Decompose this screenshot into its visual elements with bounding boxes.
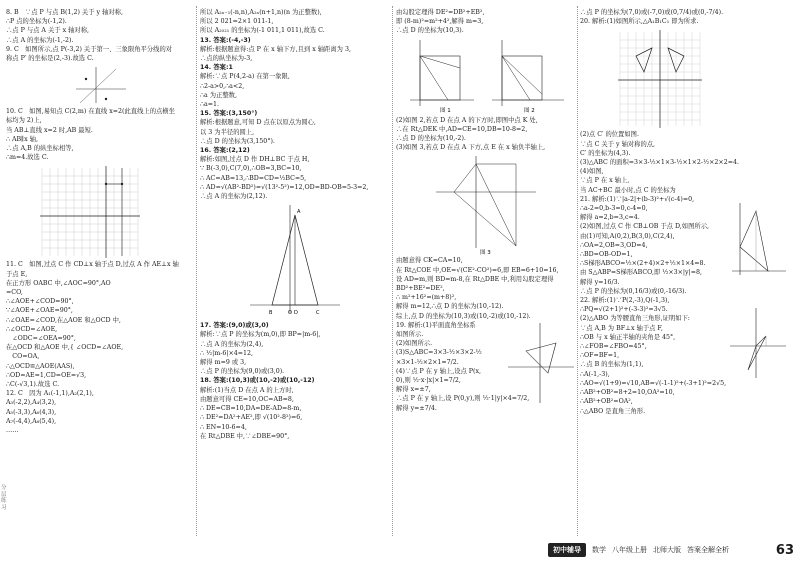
text-line: ∴点 P 的坐标为(9,0)或(3,0). <box>200 368 285 376</box>
text-line: 在 Rt△COE 中,OE=√(CE²-CO²)=6,即 EB=6+10=16, <box>396 266 559 274</box>
text-line: (3)△ABC 的面积=3×3-½×1×3-½×1×2-½×2×2=4. <box>580 159 739 167</box>
svg-text:B: B <box>269 310 273 317</box>
text-line: 所以 2 021=2×1 011-1, <box>200 18 274 26</box>
figure-caption: 图 3 <box>480 250 491 257</box>
column-divider <box>196 6 197 536</box>
text-line: ∴ AD=√(AB²-BD²)=√(13²-5²)=12,OD=BD-OB=5-3=2, <box>200 183 369 191</box>
text-line: A₅(-3,3),A₆(4,3), <box>6 408 57 416</box>
text-line: 解得 m=9 或 3, <box>200 359 247 367</box>
text-line: ∴ m²+16²=(m+8)², <box>396 294 457 302</box>
column-1 <box>6 8 192 536</box>
text-line: (2)如图 2,若点 D 在点 A 的下方时,即图中点 K 处, <box>396 116 538 124</box>
text-line: ∵点 P 在 x 轴上, <box>580 177 630 185</box>
text-line: ∴PQ=√(2+1)²+(-3-3)²=3√5. <box>580 306 668 314</box>
column-2 <box>200 8 390 536</box>
text-line: ∴OB 与 x 轴正半轴的夹角是 45°, <box>580 333 676 341</box>
text-line: (2)如图,过点 C 作 CB⊥OB 于点 D,如图所示, <box>580 223 709 231</box>
text-line: =CO, <box>6 289 23 297</box>
figure-q21 <box>726 201 790 277</box>
text-line: 13. 答案:(-4,-3) <box>200 36 251 44</box>
answer-block-18-cases <box>396 116 576 153</box>
text-line: …… <box>6 427 19 435</box>
figure-caption: 图 2 <box>524 107 535 114</box>
text-line: (2)点 C′ 的位置如图. <box>580 131 639 139</box>
figure-caption: 图 1 <box>440 107 451 114</box>
text-line: 解析:根据题意得:点 P 在 x 轴下方,且到 x 轴距离为 3, <box>200 45 351 53</box>
text-line: 18. 答案:(10,3)或(10,-2)或(10,-12) <box>200 377 315 385</box>
text-line: ∴C(-√3,1).故选 C. <box>6 381 60 389</box>
text-line: ∴点的纵坐标为-3, <box>200 55 253 63</box>
answer-block-19-20 <box>580 8 792 26</box>
text-line: (3)如图 3,若点 D 在点 A 下方,点 E 在 x 轴负半轴上, <box>396 144 546 152</box>
text-line: ∴BD=OB-OD=1, <box>580 251 633 259</box>
text-line: 由勾股定理得 DE²=DB²+EB², <box>396 9 485 16</box>
text-line: ∴点 P 与点 A 关于 x 轴对称, <box>6 27 90 35</box>
text-line: 19. 解析:(1)平面直角坐标系 <box>396 321 476 329</box>
column-4 <box>580 8 792 536</box>
text-line: ∴ AB∥x 轴, <box>6 135 38 143</box>
text-line: ∴a-2=0,b-3=0,c-4=0, <box>580 205 648 213</box>
footer-tag: 答案全解全析 <box>687 546 729 554</box>
text-line: ∵∠AOE+∠OAE=90°, <box>6 307 73 315</box>
text-line: ∵ B(-3,0),C(7,0),∴OB=3,BC=10, <box>200 165 302 173</box>
text-line: 14. 答案:1 <box>200 64 233 72</box>
text-line: 解得 y=16/3. <box>580 278 620 286</box>
column-3 <box>396 8 576 536</box>
text-line: ∴△ABO 是直角三角形. <box>580 407 646 415</box>
text-line: 当 AC+BC 最小时,点 C 的坐标为 <box>580 186 676 194</box>
text-line: ∴点 D 的坐标为(10,-2). <box>396 135 466 143</box>
text-line: 16. 答案:(2,12) <box>200 147 250 155</box>
text-line: (3)S△ABC=3×3-½×3×2-½ <box>396 349 482 357</box>
text-line: ∴ AC=AB=13,∴BD=CD=½BC=5, <box>200 174 307 182</box>
text-line: 标均为 2)上, <box>6 117 42 125</box>
text-line: 21. 解析:(1)∵|a-2|+(b-3)²+√(c-4)=0, <box>580 195 695 203</box>
text-line: ∴点 B 的坐标为(1,1), <box>580 361 644 369</box>
text-line: 解析:如图,过点 D 作 DH⊥BC 于点 H, <box>200 156 310 164</box>
answer-block-20-22 <box>580 130 792 415</box>
text-line: A₇(-4,4),A₈(5,4), <box>6 417 57 425</box>
answer-block-11-12 <box>6 260 192 435</box>
text-line: ∴OA=2,OB=3,OD=4, <box>580 241 648 249</box>
text-line: 于点 E, <box>6 270 28 278</box>
text-line: 在 Rt△DBE 中,∵∠DBE=90°, <box>200 432 290 440</box>
text-line: ∴AO=√(1+9)=√10,AB=√(-1-1)²+(-3+1)²=2√5, <box>580 379 727 387</box>
brand-logo: 初中辅导 <box>548 543 586 557</box>
answer-block-8-9 <box>6 8 192 63</box>
text-line: 解析:根据题意,可知 D 点在以原点为圆心, <box>200 119 316 127</box>
answer-block-18-cont <box>396 8 576 36</box>
footer-edition: 北师大版 <box>653 546 681 554</box>
text-line: ∴ DE²=DA²+AE²,即 √(10²-8²)=6, <box>200 414 303 422</box>
text-line: 以 3 为半径的圆上, <box>200 128 255 136</box>
text-line: ∴点 D 的坐标为(3,150°). <box>200 137 275 145</box>
text-line: ∴∠FOB=∠FBO=45°, <box>580 343 647 351</box>
text-line: ∴∠OAE=∠COD,在△AOE 和△OCD 中, <box>6 316 121 324</box>
text-line: ∴P 点的坐标为(-1,2). <box>6 18 67 26</box>
text-line: ∴点 D 的坐标为(10,3). <box>396 27 464 35</box>
page-footer <box>548 542 794 558</box>
text-line: ∴点 P 在 y 轴上,设 P(0,y),则 ½·1|y|×4=7/2, <box>396 395 530 403</box>
text-line: ∴点 A,B 的纵坐标相等, <box>6 145 74 153</box>
figure-q22 <box>726 306 790 380</box>
figure-q18-3 <box>396 152 576 256</box>
text-line: ∴ ½|m-6|×4=12, <box>200 349 254 357</box>
text-line: ∴△OCD≌△AOE(AAS), <box>6 362 75 370</box>
text-line: ∴2-a>0,∴a<2, <box>200 82 245 90</box>
text-line: ∴AB²+OB²=8+2=10,OA²=10, <box>580 389 675 397</box>
text-line: ∴OF=BF=1, <box>580 352 620 360</box>
text-line: ∴在 Rt△DEK 中,AD=CE=10,DB=10-8=2, <box>396 125 528 133</box>
page-number: 63 <box>775 542 794 558</box>
answer-block-10 <box>6 107 192 162</box>
text-line: 解析:(1)当点 D 在点 A 的上方时, <box>200 386 294 394</box>
text-line: ∴点 A 的坐标为(2,12). <box>200 193 268 201</box>
text-line: BD²+BE²=DE², <box>396 285 445 293</box>
text-line: 0),则 ½·x·|x|×1=7/2, <box>396 377 461 385</box>
text-line: ∠ODC=∠OEA=90°, <box>6 335 76 343</box>
answer-block-17-18 <box>200 321 390 441</box>
figure-q9 <box>6 63 192 107</box>
text-line: ∴A(-1,-3), <box>580 370 610 378</box>
text-line: ∴OD=AE=1,CD=OE=√3, <box>6 371 87 379</box>
text-line: 如图所示. <box>396 331 424 339</box>
text-line: 解得 m=12,∴点 D 的坐标为(10,-12). <box>396 303 504 311</box>
column-divider <box>577 6 578 536</box>
side-label: 分层练习 <box>1 485 7 511</box>
text-line: 在△OCD 和△AOE 中,{ ∠OCD=∠AOE, <box>6 344 124 352</box>
text-line: 解析:∵点 P(4,2-a) 在第一象限, <box>200 73 290 81</box>
text-line: ∴a 为正整数, <box>200 91 237 99</box>
text-line: 设 AD=m,则 BD=m-8,在 Rt△DBE 中,利用勾股定理得 <box>396 275 554 283</box>
text-line: ∴ EN=10-6=4, <box>200 423 247 431</box>
text-line: (2)如图所示. <box>396 340 433 348</box>
text-line: ∴ DE=CB=10,DA=DE-AD=8-m, <box>200 405 302 413</box>
answer-19 <box>396 321 576 413</box>
text-line: ∴点 A 的坐标为(2,4), <box>200 340 264 348</box>
footer-grade: 八年级上册 <box>612 546 647 554</box>
text-line: 解得 x=±7, <box>396 386 431 394</box>
text-line: ∵点 A,B 为 BF⊥x 轴于点 F, <box>580 324 663 332</box>
svg-text:A: A <box>297 209 301 216</box>
figure-q16-triangle <box>200 201 390 321</box>
text-line: 20. 解析:(1)如图所示,△A₁B₁C₁ 即为所求. <box>580 18 699 26</box>
text-line: (2)△ABO 为等腰直角三角形,证明如下: <box>580 315 690 323</box>
text-line: C′ 的坐标为(4,3). <box>580 149 631 157</box>
text-line: 8. B ∵点 P 与点 B(1,2) 关于 y 轴对称, <box>6 9 123 16</box>
text-line: CO=OA, <box>6 353 40 361</box>
text-line: 11. C 如图,过点 C 作 CD⊥x 轴于点 D,过点 A 作 AE⊥x 轴 <box>6 261 179 269</box>
text-line: ×3×1-½×2×1=7/2. <box>396 358 459 366</box>
text-line: 15. 答案:(3,150°) <box>200 110 258 118</box>
text-line: ∴S梯形ABCO=½×(2+4)×2+½×1×4=8. <box>580 260 706 268</box>
text-line: 解得 a=2,b=3,c=4. <box>580 214 640 222</box>
answer-22 <box>580 296 792 416</box>
text-line: ∴点 A 的坐标为(-1,-2). <box>6 36 74 44</box>
column-divider <box>392 6 393 536</box>
text-line: 综上,点 D 的坐标为(10,3)或(10,-2)或(10,-12). <box>396 312 531 320</box>
text-line: 所以 A₂ₙ₋₁(-n,n),A₂ₙ(n+1,n)(n 为正整数), <box>200 9 322 16</box>
text-line: (4)如图, <box>580 168 604 176</box>
text-line: ∴点 P 的坐标为(0,16/3)或(0,-16/3). <box>580 287 687 295</box>
text-line: 当 AB⊥直线 x=2 时,AB 最短. <box>6 126 93 134</box>
text-line: 9. C 如图所示,点 P(-3,2) 关于第一、三象限角平分线的对 <box>6 45 173 53</box>
text-line: ∴∠OCD=∠AOE, <box>6 325 58 333</box>
text-line: 由(1)可知,A(0,2),B(3,0),C(2,4), <box>580 232 675 240</box>
answer-21 <box>580 195 792 296</box>
text-line: ∵点 C 关于 y 轴对称的点, <box>580 140 656 148</box>
text-line: ∴AB²+OB²=OA², <box>580 398 633 406</box>
text-line: 在正方形 OABC 中,∠AOC=90°,AO <box>6 279 111 287</box>
text-line: 由题意可得 CE=10,OC=AB=8, <box>200 395 294 403</box>
text-line: 由 S△ABP=S梯形ABCO,即 ½×3×|y|=8, <box>580 269 702 277</box>
figure-q10-grid <box>6 162 192 260</box>
text-line: 即 (8-m)²=m²+4²,解得 m=3, <box>396 18 484 26</box>
answer-block-18-19 <box>396 256 576 412</box>
text-line: ∴点 P 的坐标为(7,0)或(-7,0)或(0,7/4)或(0,-7/4). <box>580 9 724 16</box>
figure-q19 <box>504 321 576 405</box>
text-line: ∴∠AOE+∠COD=90°, <box>6 298 74 306</box>
answer-block-12-16 <box>200 8 390 201</box>
text-line: A₃(-2,2),A₄(3,2), <box>6 399 57 407</box>
text-line: 所以 A₂₀₂₁ 的坐标为(-1 011,1 011),故选 C. <box>200 27 325 35</box>
text-line: 解得 y=±7/4. <box>396 404 437 412</box>
figure-q20-grid <box>580 26 792 130</box>
text-line: 由题意得 CK=CA=10, <box>396 257 463 265</box>
svg-text:O: O <box>288 310 292 317</box>
text-line: 10. C 如图,易知点 C(2,m) 在直线 x=2(此直线上的点横坐 <box>6 108 175 116</box>
text-line: 解析:∵点 P 的坐标为(m,0),即 BP=|m-6|, <box>200 331 321 339</box>
svg-text:D: D <box>294 310 298 317</box>
text-line: ∴a=1. <box>200 101 220 109</box>
footer-subject: 数学 <box>592 546 606 554</box>
text-line: 称点 P′ 的坐标是(2,-3).故选 C. <box>6 55 94 63</box>
text-line: (4)∵点 P 在 y 轴上,设点 P(x, <box>396 367 482 375</box>
text-line: ∴m=4.故选 C. <box>6 154 49 162</box>
text-line: 22. 解析:(1)∵P(2,-3),Q(-1,3), <box>580 297 670 305</box>
text-line: 17. 答案:(9,0)或(3,0) <box>200 322 269 330</box>
figure-q18-1-2 <box>396 36 576 116</box>
text-line: 12. C 因为 A₁(-1,1),A₂(2,1), <box>6 390 94 398</box>
svg-text:C: C <box>316 310 320 317</box>
